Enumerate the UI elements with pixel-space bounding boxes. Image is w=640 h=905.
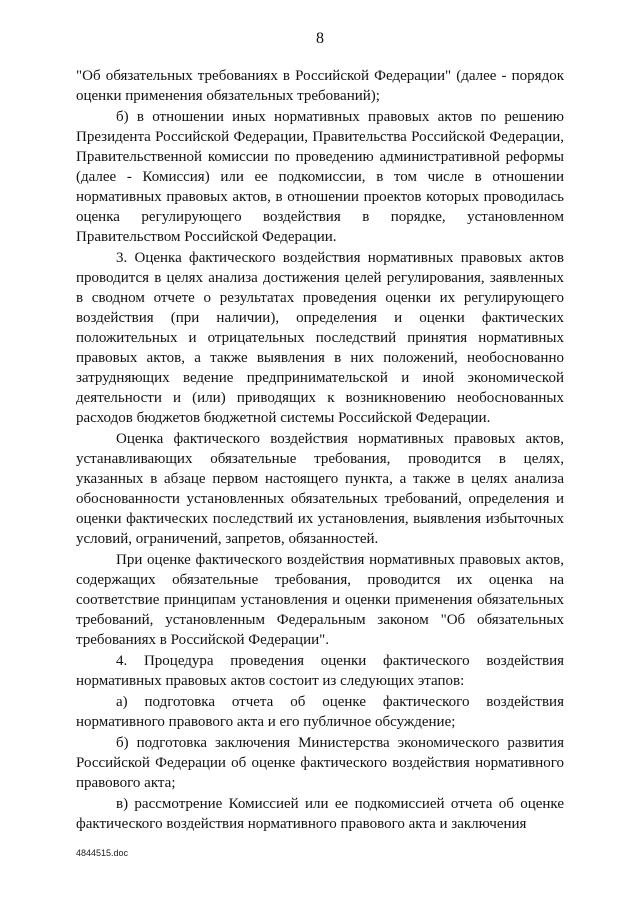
paragraph: 4. Процедура проведения оценки фактического воздействия нормативных правовых актов состоит из следующих этапов: <box>76 653 564 689</box>
page-number: 8 <box>316 30 324 47</box>
paragraph: в) рассмотрение Комиссией или ее подкомиссией отчета об оценке фактического воздействия нормативного правового акта и заключения <box>76 796 564 832</box>
paragraph: Оценка фактического воздействия нормативных правовых актов, устанавливающих обязательные требования, проводится в целях, указанных в абзаце первом настоящего пункта, а также в целях анализа обоснованности установленных обязательных требований, определения и оценки фактических последствий их установления, выявления избыточных условий, ограничений, запретов, обязанностей. <box>76 431 564 547</box>
document-filename: 4844515.doc <box>76 848 129 858</box>
paragraph: 3. Оценка фактического воздействия нормативных правовых актов проводится в целях анализа достижения целей регулирования, заявленных в сводном отчете о результатах проведения оценки их регулирующего воздействия (при наличии), определения и оценки фактических положительных и отрицательных последствий принятия нормативных правовых актов, а также выявления в них положений, необоснованно затрудняющих ведение предпринимательской и иной экономической деятельности и (или) приводящих к возникновению необоснованных расходов бюджетов бюджетной системы Российской Федерации. <box>76 250 564 426</box>
paragraph: При оценке фактического воздействия нормативных правовых актов, содержащих обязательные требования, проводится их оценка на соответствие принципам установления и оценки применения обязательных требований, установленным Федеральным законом "Об обязательных требованиях в Российской Федерации". <box>76 552 564 648</box>
document-body <box>76 66 564 835</box>
paragraph: а) подготовка отчета об оценке фактического воздействия нормативного правового акта и его публичное обсуждение; <box>76 694 564 730</box>
paragraph: "Об обязательных требованиях в Российской Федерации" (далее - порядок оценки применения обязательных требований); <box>76 68 564 104</box>
paragraph: б) в отношении иных нормативных правовых актов по решению Президента Российской Федерации, Правительства Российской Федерации, Правительственной комиссии по проведению административной реформы (далее - Комиссия) или ее подкомиссии, в том числе в отношении нормативных правовых актов, в отношении проектов которых проводилась оценка регулирующего воздействия в порядке, установленном Правительством Российской Федерации. <box>76 109 564 245</box>
paragraph: б) подготовка заключения Министерства экономического развития Российской Федерации об оценке фактического воздействия нормативного правового акта; <box>76 735 564 791</box>
